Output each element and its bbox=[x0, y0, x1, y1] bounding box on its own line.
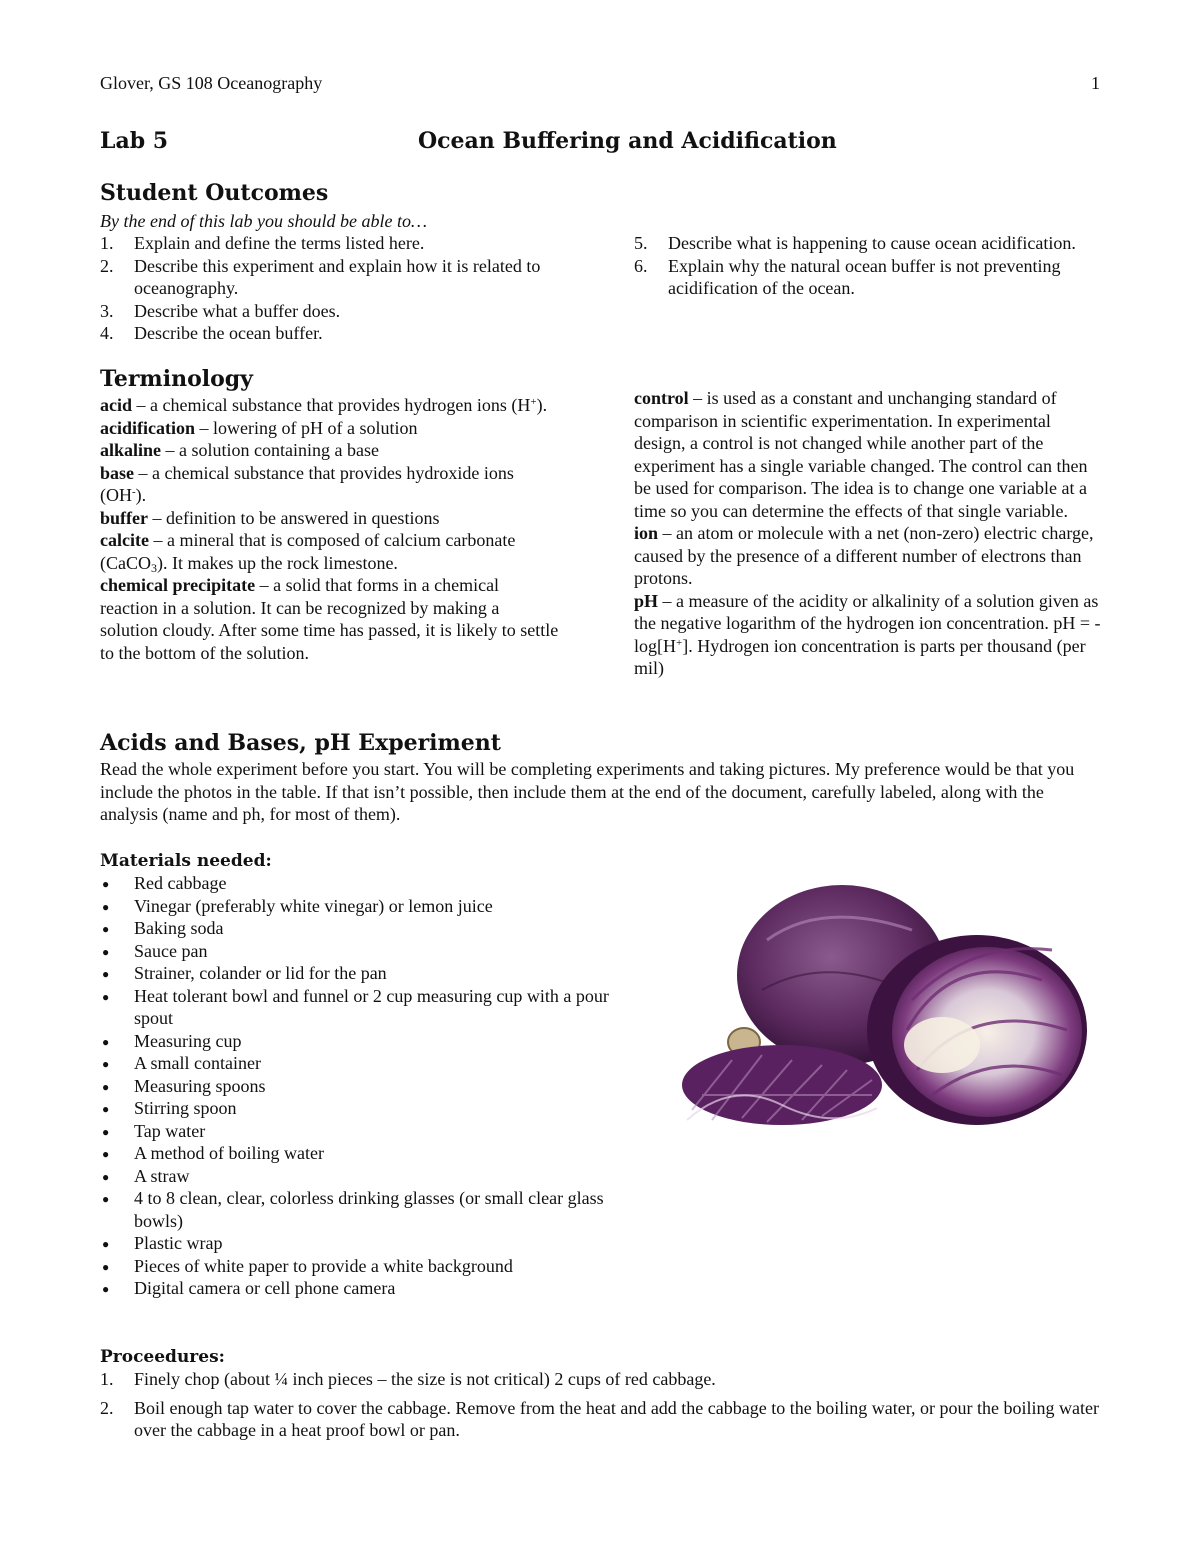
term-chemical-precipitate: chemical precipitate – a solid that forms in a chemical reaction in a solution. It can be recognized by making a solution cloudy. After some time has passed, it is likely to settle to the bottom of the solution. bbox=[100, 575, 559, 663]
materials-list bbox=[100, 872, 620, 1300]
outcomes-heading: Student Outcomes bbox=[100, 180, 329, 206]
bullet-icon: ● bbox=[102, 1147, 110, 1161]
term-control: control – is used as a constant and unchanging standard of comparison in scientific experimentation. In experimental design, a control is not changed while another part of the experiment has a single variable changed. The control can then be used for comparison. The idea is to change one variable at a time so you can determine the effects of that single variable. bbox=[634, 388, 1088, 521]
term-calcite: calcite – a mineral that is composed of calcium carbonate (CaCO$_3$). It makes up the rock limestone. bbox=[100, 530, 516, 575]
experiment-intro: Read the whole experiment before you start. You will be completing experiments and taking pictures. My preference would be that you include the photos in the table. If that isn’t possible, then include them at the end of the document, carefully labeled, along with the analysis (name and ph, for most of them). bbox=[100, 759, 1075, 824]
bullet-icon: ● bbox=[102, 1282, 110, 1296]
materials-list-item: ● Sauce pan bbox=[100, 940, 620, 963]
bullet-icon: ● bbox=[102, 922, 110, 936]
list-item: 3. Describe what a buffer does. bbox=[100, 300, 341, 321]
terminology-column-right bbox=[634, 387, 1104, 680]
outcomes-list-left bbox=[100, 232, 565, 345]
list-item: 2. Boil enough tap water to cover the cabbage. Remove from the heat and add the cabbage to the boiling water, or pour the boiling water over the cabbage in a heat proof bowl or pan. bbox=[100, 1397, 1099, 1440]
procedures-label: Proceedures: bbox=[100, 1347, 225, 1367]
bullet-icon: ● bbox=[102, 944, 110, 959]
materials-list-item: ● Heat tolerant bowl and funnel or 2 cup measuring cup with a pour spout bbox=[102, 985, 609, 1028]
materials-list-item: ● Pieces of white paper to provide a white background bbox=[100, 1255, 620, 1278]
materials-list-item: ● 4 to 8 clean, clear, colorless drinking glasses (or small clear glass bowls) bbox=[102, 1188, 604, 1231]
terminology-column-left bbox=[100, 394, 560, 664]
list-item: 1. Finely chop (about ¼ inch pieces – the size is not critical) 2 cups of red cabbage. bbox=[100, 1369, 716, 1389]
term-alkaline: alkaline – a solution containing a base bbox=[100, 440, 379, 460]
term-ion: ion – an atom or molecule with a net (non-zero) electric charge, caused by the presence of a different number of electrons than protons. bbox=[634, 523, 1094, 588]
outcomes-list-right bbox=[634, 232, 1104, 300]
materials-list-item: ● Baking soda bbox=[100, 917, 620, 940]
terminology-heading: Terminology bbox=[100, 366, 253, 392]
materials-list-item: ● Digital camera or cell phone camera bbox=[100, 1277, 620, 1300]
bullet-icon: ● bbox=[102, 1034, 110, 1049]
bullet-icon: ● bbox=[102, 1237, 110, 1251]
bullet-icon: ● bbox=[102, 1259, 110, 1274]
materials-list-item: ● Measuring spoons bbox=[100, 1075, 620, 1098]
bullet-icon: ● bbox=[102, 1192, 110, 1206]
page-number: 1 bbox=[1091, 73, 1100, 93]
term-ph: pH – a measure of the acidity or alkalinity of a solution given as the negative logarithm of the hydrogen ion concentration. pH = -log[H+]. Hydrogen ion concentration is parts per thousand (per mil) bbox=[634, 590, 1101, 678]
materials-list-item: ● A straw bbox=[100, 1165, 620, 1188]
red-cabbage-image bbox=[672, 880, 1092, 1130]
bullet-icon: ● bbox=[102, 989, 110, 1004]
list-item: 1. Explain and define the terms listed here. bbox=[100, 233, 425, 253]
materials-list-item: ● Measuring cup bbox=[100, 1030, 620, 1053]
bullet-icon: ● bbox=[102, 1124, 110, 1139]
term-buffer: buffer – definition to be answered in questions bbox=[100, 507, 440, 528]
bullet-icon: ● bbox=[102, 877, 110, 891]
experiment-heading: Acids and Bases, pH Experiment bbox=[100, 730, 501, 756]
running-header bbox=[100, 72, 1100, 95]
bullet-icon: ● bbox=[102, 899, 110, 914]
bullet-icon: ● bbox=[102, 1102, 110, 1116]
list-item: 5. Describe what is happening to cause ocean acidification. bbox=[634, 233, 1076, 253]
materials-list-item: ● Red cabbage bbox=[100, 872, 620, 895]
materials-list-item: ● Strainer, colander or lid for the pan bbox=[100, 962, 620, 985]
lab-title: Ocean Buffering and Acidification bbox=[418, 128, 837, 154]
bullet-icon: ● bbox=[102, 1057, 110, 1071]
bullet-icon: ● bbox=[102, 1169, 110, 1184]
materials-list-item: ● Vinegar (preferably white vinegar) or lemon juice bbox=[100, 895, 620, 918]
materials-list-item: ● Tap water bbox=[100, 1120, 620, 1143]
materials-label: Materials needed: bbox=[100, 851, 272, 871]
lab-title-line bbox=[100, 128, 1100, 154]
materials-list-item: ● A method of boiling water bbox=[100, 1142, 620, 1165]
list-item: 4. Describe the ocean buffer. bbox=[100, 323, 323, 343]
halved-cabbage bbox=[867, 935, 1087, 1125]
shredded-cabbage bbox=[682, 1045, 882, 1125]
materials-list-item: ● A small container bbox=[100, 1052, 620, 1075]
procedures-list bbox=[100, 1368, 1100, 1442]
running-head-text: Glover, GS 108 Oceanography bbox=[100, 73, 323, 93]
list-item: 6. Explain why the natural ocean buffer is not preventing acidification of the ocean. bbox=[634, 255, 1061, 298]
materials-list-item: ● Stirring spoon bbox=[100, 1097, 620, 1120]
list-item: 2. Describe this experiment and explain how it is related to oceanography. bbox=[100, 255, 541, 298]
lab-number: Lab 5 bbox=[100, 128, 169, 154]
outcomes-intro: By the end of this lab you should be able to… bbox=[100, 211, 427, 231]
bullet-icon: ● bbox=[102, 1079, 110, 1094]
term-base: base – a chemical substance that provides hydroxide ions (OH-). bbox=[100, 462, 514, 505]
bullet-icon: ● bbox=[102, 967, 110, 981]
term-acid: acid – a chemical substance that provides hydrogen ions (H+). bbox=[100, 395, 548, 415]
materials-list-item: ● Plastic wrap bbox=[100, 1232, 620, 1255]
term-acidification: acidification – lowering of pH of a solution bbox=[100, 417, 418, 438]
